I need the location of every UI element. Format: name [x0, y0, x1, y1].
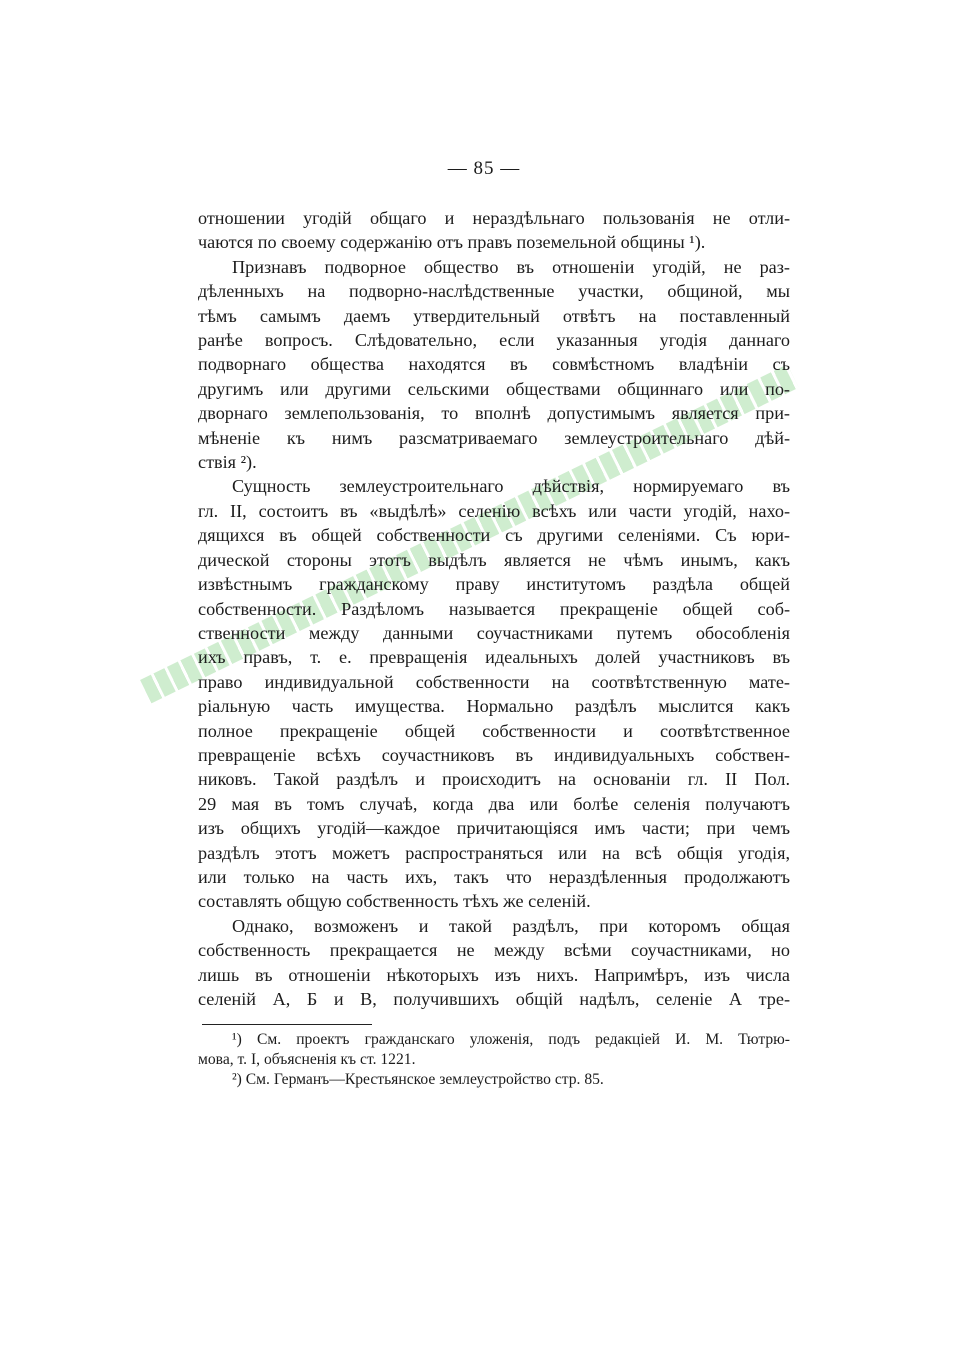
- text-line: чаются по своему содержанію отъ правъ поземельной общины ¹).: [198, 232, 706, 253]
- text-line: извѣстнымъ гражданскому праву институтомъ раздѣла общей: [198, 574, 790, 595]
- text-line: подворнаго общества находятся въ совмѣстномъ владѣніи съ: [198, 354, 790, 375]
- footnote-2: [198, 1070, 790, 1090]
- text-line: отношении угодій общаго и нераздѣльнаго пользованія не отли-: [198, 208, 790, 228]
- text-line: дворнаго землепользованія, то вполнѣ допустимымъ является при-: [198, 403, 790, 424]
- text-line: изъ общихъ угодій—каждое причитающіяся имъ части; при чемъ: [198, 818, 790, 839]
- footnote-divider: [202, 1024, 372, 1025]
- text-line: дѣленныхъ на подворно-наслѣдственные участки, общиной, мы: [198, 281, 790, 302]
- footnote-1: [198, 1030, 790, 1070]
- text-line: другимъ или другими сельскими обществами общиннаго или по-: [198, 378, 790, 399]
- text-line: ранѣе вопросъ. Слѣдовательно, если указанныя угодія даннаго: [198, 330, 790, 351]
- body-text: [198, 206, 790, 1011]
- footnote-line: ²) См. Германъ—Крестьянское землеустройство стр. 85.: [232, 1071, 604, 1088]
- text-line: дящихся въ общей собственности съ другими селеніями. Съ юри-: [198, 525, 790, 546]
- paragraph-2: [198, 255, 790, 475]
- text-line: превращеніе всѣхъ соучастниковъ въ индивидуальныхъ собствен-: [198, 744, 790, 765]
- paragraph-1: [198, 206, 790, 255]
- text-line: дической стороны этотъ выдѣлъ является не чѣмъ инымъ, какъ: [198, 549, 790, 570]
- footnote-line: ¹) См. проектъ гражданскаго уложенія, подъ редакціей И. М. Тютрю-: [232, 1031, 790, 1048]
- text-line: раздѣлъ этотъ можетъ распространяться или на всѣ общія угодія,: [198, 842, 790, 863]
- footnotes: [198, 1030, 790, 1090]
- text-line: ріальную часть имущества. Нормально раздѣлъ мыслится какъ: [198, 696, 790, 717]
- text-line: Однако, возможенъ и такой раздѣлъ, при которомъ общая: [232, 915, 790, 936]
- text-line: собственности. Раздѣломъ называется прекращеніе общей соб-: [198, 598, 790, 619]
- text-line: составлять общую собственность тѣхъ же селеній.: [198, 891, 591, 912]
- paragraph-3: [198, 474, 790, 913]
- text-line: или только на часть ихъ, такъ что нераздѣленныя продолжаютъ: [198, 866, 790, 887]
- text-line: лишь въ отношеніи нѣкоторыхъ изъ нихъ. Напримѣръ, изъ числа: [198, 964, 790, 985]
- text-line: селеній А, Б и В, получившихъ общій надѣлъ, селеніе А тре-: [198, 989, 790, 1009]
- text-line: 29 мая въ томъ случаѣ, когда два или болѣе селенія получаютъ: [198, 793, 790, 814]
- text-line: ствія ²).: [198, 452, 257, 473]
- text-line: тѣмъ самымъ даемъ утвердительный отвѣтъ на поставленный: [198, 305, 790, 326]
- text-line: полное прекращеніе общей собственности и соотвѣтственное: [198, 720, 790, 741]
- text-line: Признавъ подворное общество въ отношеніи угодій, не раз-: [232, 256, 790, 277]
- text-line: гл. II, состоитъ въ «выдѣлѣ» селенію всѣхъ или части угодій, нахо-: [198, 500, 790, 521]
- text-line: никовъ. Такой раздѣлъ и происходитъ на основаніи гл. II Пол.: [198, 769, 790, 790]
- text-line: право индивидуальной собственности на соотвѣтственную мате-: [198, 671, 790, 692]
- text-line: мѣненіе къ нимъ разсматриваемаго землеустроительнаго дѣй-: [198, 427, 790, 448]
- paragraph-4: [198, 914, 790, 1012]
- footnote-line: мова, т. I, объясненія къ ст. 1221.: [198, 1051, 416, 1068]
- text-line: собственность прекращается не между всѣми соучастниками, но: [198, 940, 790, 961]
- text-line: ственности между данными соучастниками путемъ обособленія: [198, 622, 790, 643]
- page-number: — 85 —: [447, 158, 521, 179]
- text-line: Сущность землеустроительнаго дѣйствія, нормируемаго въ: [232, 476, 790, 497]
- text-line: ихъ правъ, т. е. превращенія идеальныхъ долей участниковъ въ: [198, 647, 790, 668]
